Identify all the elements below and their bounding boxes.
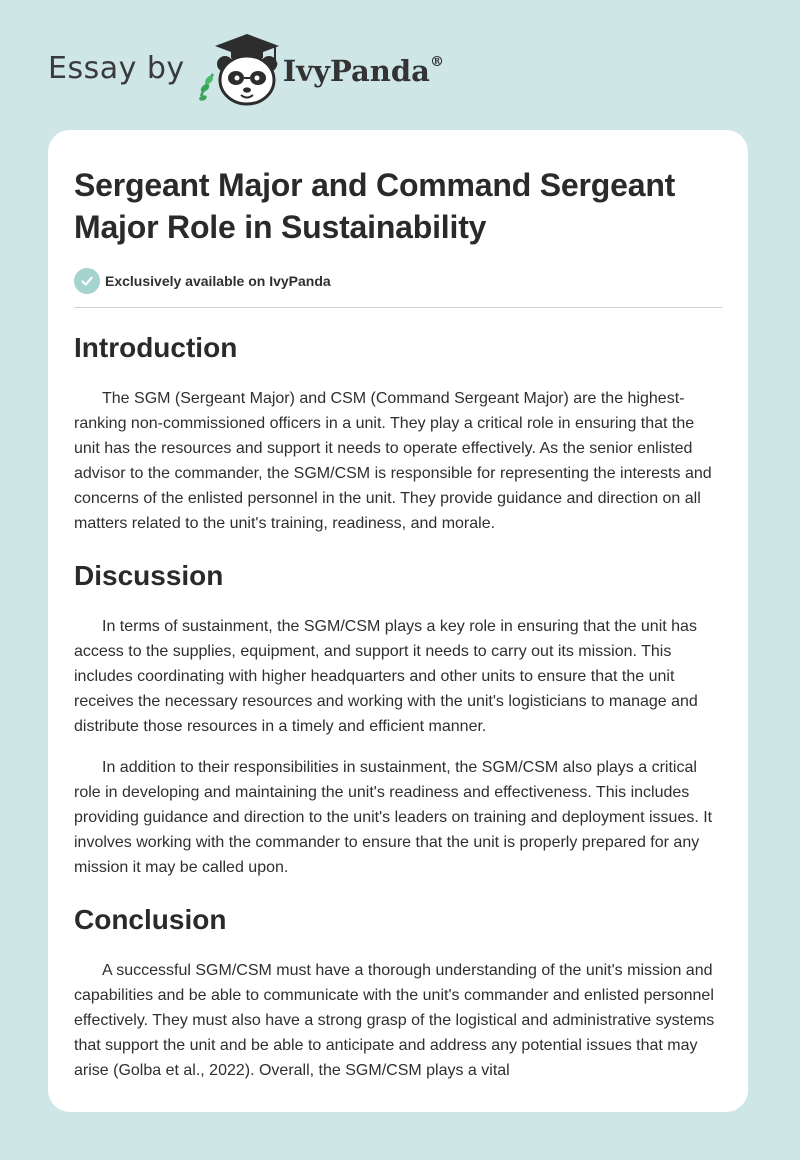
checkmark-icon: [74, 268, 100, 294]
section-heading-discussion: Discussion: [74, 560, 224, 591]
section-heading-conclusion: Conclusion: [74, 904, 227, 935]
brand-name[interactable]: [283, 54, 444, 88]
essay-by-label: Essay by: [48, 50, 185, 86]
discussion-paragraph-2: In addition to their responsibilities in sustainment, the SGM/CSM also plays a critical role in developing and maintaining the unit's readiness and effectiveness. This includes providing guidance and direction to the unit's leaders on training and deployment issues. It involves working with the commander to ensure that the unit is properly prepared for any mission it may be called upon.: [74, 759, 713, 876]
title-divider: [74, 307, 722, 308]
discussion-paragraph-1: In terms of sustainment, the SGM/CSM plays a key role in ensuring that the unit has access to the supplies, equipment, and support it needs to carry out its mission. This includes coordinating with higher headquarters and other units to ensure that the unit receives the necessary resources and working with the unit's logisticians to manage and distribute those resources in a timely and efficient manner.: [74, 618, 698, 735]
brand-name-text: IvyPanda: [282, 54, 430, 88]
trademark-symbol: ®: [429, 54, 444, 71]
exclusive-badge-label: Exclusively available on IvyPanda: [105, 273, 331, 289]
section-heading-introduction: Introduction: [74, 332, 238, 363]
conclusion-paragraph: A successful SGM/CSM must have a thorough understanding of the unit's mission and capabilities and be able to communicate with the unit's commander and enlisted personnel effectively. They must also have a strong grasp of the logistical and administrative systems that support the unit and be able to anticipate and address any potential issues that may arise (Golba et al., 2022). Overall, the SGM/CSM plays a vital: [74, 962, 715, 1079]
essay-title: Sergeant Major and Command Sergeant Major Role in Sustainability: [74, 167, 676, 245]
site-header: [48, 30, 508, 110]
essay-card: [48, 130, 748, 1112]
panda-graduate-logo-icon[interactable]: [195, 28, 287, 108]
exclusive-badge: [74, 268, 722, 294]
introduction-paragraph: The SGM (Sergeant Major) and CSM (Command Sergeant Major) are the highest-ranking non-commissioned officers in a unit. They play a critical role in ensuring that the unit has the resources and support it needs to operate effectively. As the senior enlisted advisor to the commander, the SGM/CSM is responsible for representing the interests and concerns of the enlisted personnel in the unit. They provide guidance and direction on all matters related to the unit's training, readiness, and morale.: [74, 390, 712, 532]
